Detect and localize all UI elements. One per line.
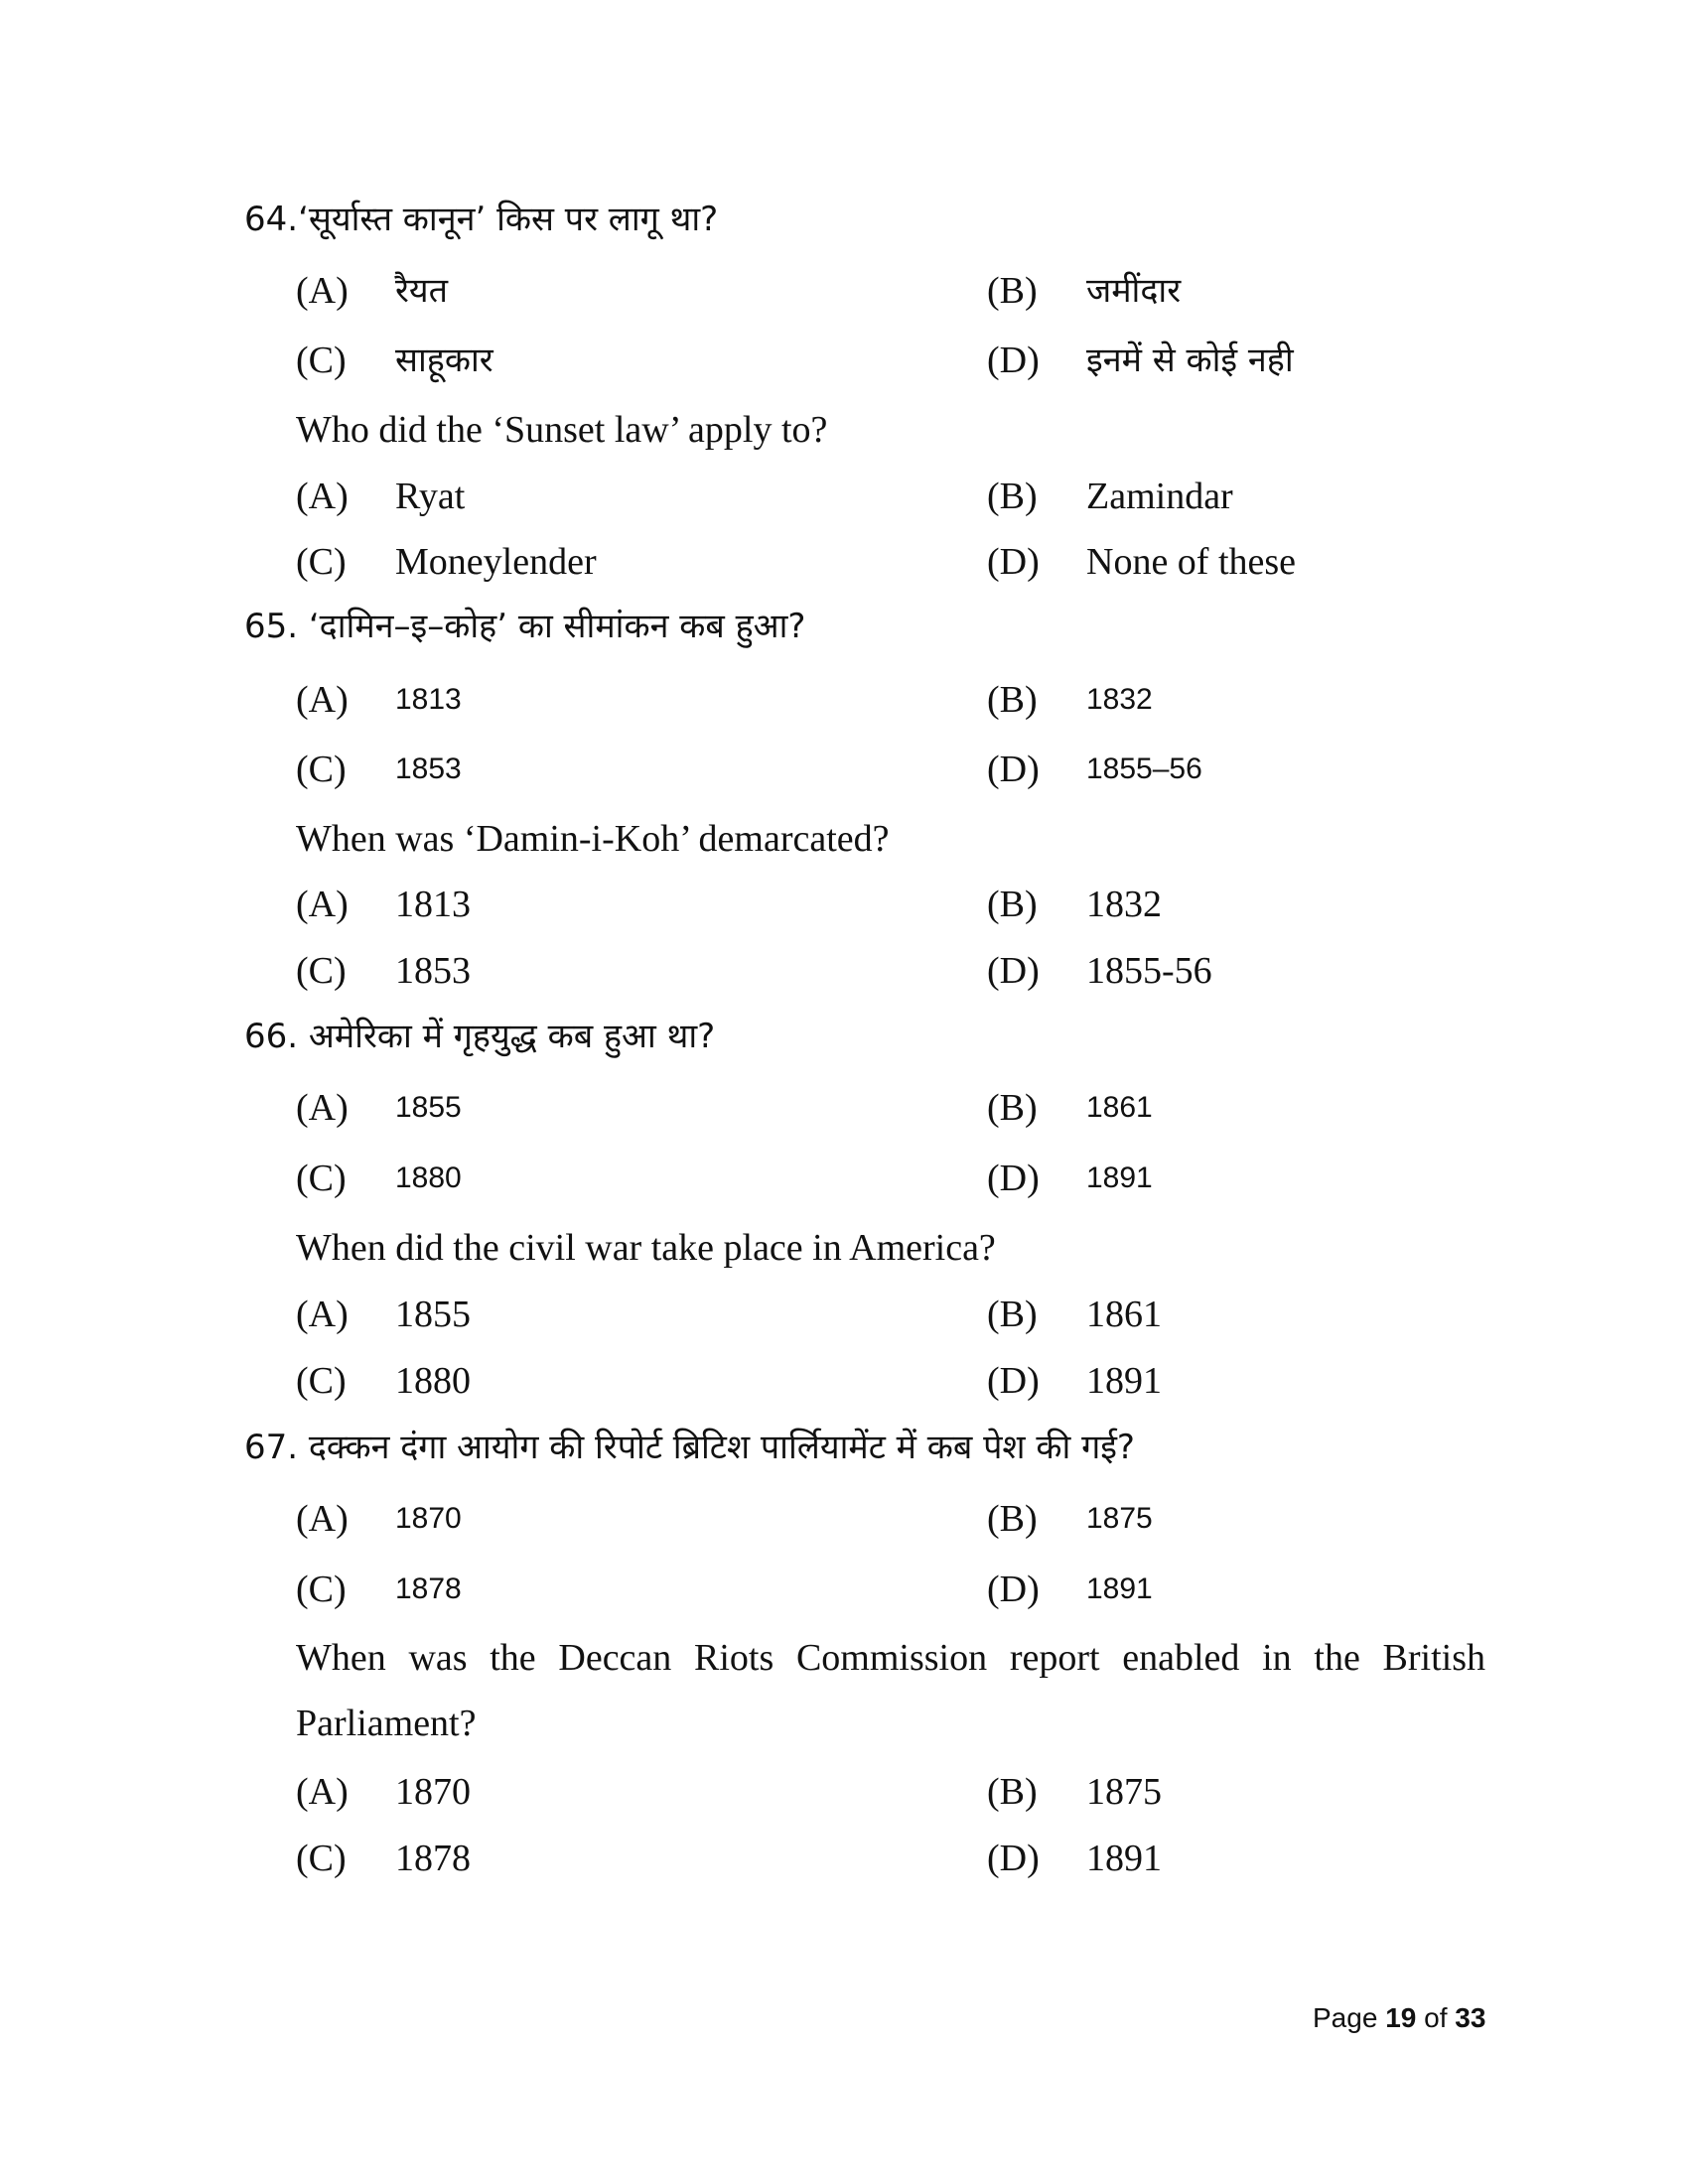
option-letter: (B) <box>987 270 1038 312</box>
option-value: 1855–56 <box>1086 752 1202 785</box>
option-letter: (B) <box>987 679 1038 721</box>
option-value: 1891 <box>1086 1360 1162 1402</box>
option-letter: (C) <box>296 1569 347 1610</box>
option-value: 1855-56 <box>1086 950 1212 992</box>
question-65-hindi: 65. ‘दामिन–इ–कोह’ का सीमांकन कब हुआ? <box>244 607 806 646</box>
option-value: 1813 <box>395 884 471 925</box>
option-letter: (D) <box>987 749 1040 790</box>
option-letter: (A) <box>296 270 349 312</box>
option-value: 1891 <box>1086 1572 1153 1605</box>
option-value: 1855 <box>395 1294 471 1335</box>
option-value: इनमें से कोई नही <box>1086 341 1294 380</box>
option-value: 1832 <box>1086 884 1162 925</box>
option-letter: (B) <box>987 1087 1038 1129</box>
option-letter: (B) <box>987 1294 1038 1335</box>
option-letter: (A) <box>296 1498 349 1540</box>
option-letter: (C) <box>296 1838 347 1879</box>
option-letter: (C) <box>296 541 347 583</box>
option-letter: (D) <box>987 950 1040 992</box>
question-67-english: When was the Deccan Riots Commission report enabled in the British Parliament? <box>296 1637 1485 1744</box>
option-letter: (A) <box>296 476 349 517</box>
option-letter: (D) <box>987 340 1040 381</box>
question-65-english: When was ‘Damin-i-Koh’ demarcated? <box>296 818 890 860</box>
option-letter: (A) <box>296 1771 349 1813</box>
option-letter: (D) <box>987 541 1040 583</box>
option-value: 1870 <box>395 1502 462 1535</box>
option-letter: (D) <box>987 1569 1040 1610</box>
option-value: 1891 <box>1086 1838 1162 1879</box>
page-number-footer <box>1313 2001 1485 2035</box>
option-letter: (B) <box>987 884 1038 925</box>
option-value: 1861 <box>1086 1091 1153 1124</box>
question-64-english: Who did the ‘Sunset law’ apply to? <box>296 409 828 451</box>
option-value: None of these <box>1086 541 1297 583</box>
option-letter: (B) <box>987 1771 1038 1813</box>
option-value: 1861 <box>1086 1294 1162 1335</box>
option-letter: (A) <box>296 679 349 721</box>
option-value: 1875 <box>1086 1771 1162 1813</box>
question-67-hindi: 67. दक्कन दंगा आयोग की रिपोर्ट ब्रिटिश पार्लियामेंट में कब पेश की गई? <box>244 1428 1135 1467</box>
option-value: 1878 <box>395 1838 471 1879</box>
option-value: साहूकार <box>395 341 493 380</box>
question-66-english: When did the civil war take place in America? <box>296 1227 996 1269</box>
option-letter: (C) <box>296 1158 347 1199</box>
footer-prefix: Page <box>1313 2002 1378 2033</box>
option-value: Moneylender <box>395 541 597 583</box>
question-64-hindi: 64.‘सूर्यास्त कानून’ किस पर लागू था? <box>244 200 719 239</box>
option-value: 1870 <box>395 1771 471 1813</box>
question-66-hindi: 66. अमेरिका में गृहयुद्ध कब हुआ था? <box>244 1017 716 1056</box>
option-value: 1853 <box>395 950 471 992</box>
option-value: 1880 <box>395 1161 462 1194</box>
option-letter: (A) <box>296 1087 349 1129</box>
option-letter: (B) <box>987 1498 1038 1540</box>
option-value: 1853 <box>395 752 462 785</box>
option-value: 1875 <box>1086 1502 1153 1535</box>
option-value: 1891 <box>1086 1161 1153 1194</box>
footer-of: of <box>1424 2002 1448 2033</box>
option-letter: (C) <box>296 1360 347 1402</box>
option-letter: (C) <box>296 749 347 790</box>
option-value: जमींदार <box>1086 271 1182 311</box>
option-value: 1832 <box>1086 683 1153 716</box>
option-letter: (C) <box>296 340 347 381</box>
total-page-count: 33 <box>1455 2002 1486 2033</box>
option-letter: (B) <box>987 476 1038 517</box>
option-value: 1880 <box>395 1360 471 1402</box>
option-value: 1855 <box>395 1091 462 1124</box>
option-value: 1813 <box>395 683 462 716</box>
option-value: Zamindar <box>1086 476 1233 517</box>
option-value: Ryat <box>395 476 466 517</box>
option-letter: (D) <box>987 1158 1040 1199</box>
option-letter: (A) <box>296 1294 349 1335</box>
option-value: रैयत <box>395 271 449 311</box>
current-page-number: 19 <box>1385 2002 1417 2033</box>
option-letter: (D) <box>987 1838 1040 1879</box>
option-letter: (C) <box>296 950 347 992</box>
option-letter: (D) <box>987 1360 1040 1402</box>
option-letter: (A) <box>296 884 349 925</box>
option-value: 1878 <box>395 1572 462 1605</box>
